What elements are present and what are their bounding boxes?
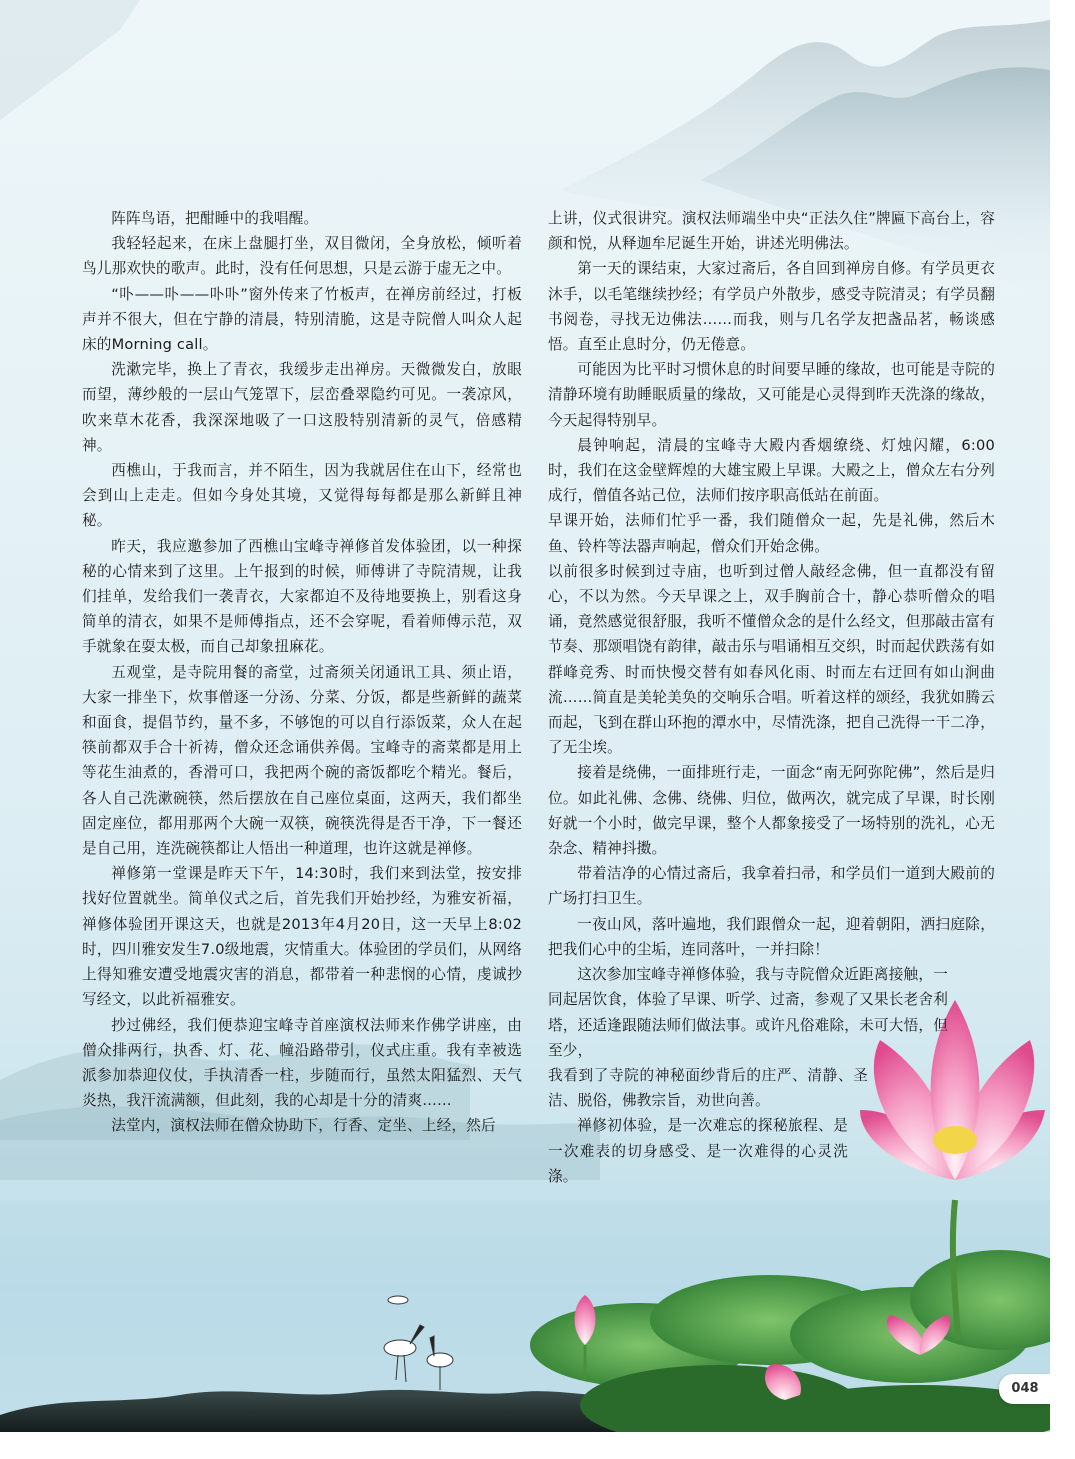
- paragraph: 西樵山，于我而言，并不陌生，因为我就居住在山下，经常也会到山上走走。但如今身处其境，又觉得每每都是那么新鲜且神秘。: [82, 462, 522, 530]
- left-text-column: [82, 206, 522, 1139]
- paragraph: 我看到了寺院的神秘面纱背后的庄严、清静、圣洁、脱俗，佛教宗旨，劝世向善。: [548, 1066, 868, 1110]
- paragraph: 禅修第一堂课是昨天下午，14:30时，我们来到法堂，按安排找好位置就坐。简单仪式之后，首先我们开始抄经，为雅安祈福，禅修体验团开课这天，也就是2013年4月20日，这一天早上8:02时，四川雅安发生7.0级地震，灾情重大。体验团的学员们，从网络上得知雅安遭受地震灾害的消息，都带着一种悲悯的心情，虔诚抄写经文，以此祈福雅安。: [82, 865, 522, 1009]
- paragraph: 上讲，仪式很讲究。演权法师端坐中央“正法久住”牌匾下高台上，容颜和悦，从释迦牟尼诞生开始，讲述光明佛法。: [548, 210, 995, 253]
- paragraph: 以前很多时候到过寺庙，也听到过僧人敲经念佛，但一直都没有留心，不以为然。今天早课之上，双手胸前合十，静心恭听僧众的唱诵，竟然感觉很舒服，我听不懂僧众念的是什么经文，但那敲击富有节奏、那颂唱饶有韵律，敲击乐与唱诵相互交织，时而起伏跌荡有如群峰竞秀、时而快慢交替有如春风化雨、时而左右迂回有如山涧曲流……简直是美轮美奂的交响乐合唱。听着这样的颂经，我犹如腾云而起，飞到在群山环抱的潭水中，尽情洗涤，把自己洗得一干二净，了无尘埃。: [548, 562, 995, 757]
- paragraph: 带着洁净的心情过斋后，我拿着扫帚，和学员们一道到大殿前的广场打扫卫生。: [548, 865, 995, 908]
- paragraph: 五观堂，是寺院用餐的斋堂，过斋须关闭通讯工具、须止语，大家一排坐下，炊事僧逐一分汤、分菜、分饭，都是些新鲜的蔬菜和面食，提倡节约，量不多，不够饱的可以自行添饭菜，众人在起筷前都双手合十祈祷，僧众还念诵供养偈。宝峰寺的斋菜都是用上等花生油煮的，香滑可口，我把两个碗的斋饭都吃个精光。餐后，各人自己洗漱碗筷，然后摆放在自己座位桌面，这两天，我们都坐固定座位，都用那两个大碗一双筷，碗筷洗得是否干净，下一餐还是自己用，连洗碗筷都让人悟出一种道理，也许这就是禅修。: [82, 663, 522, 858]
- paragraph: 洗漱完毕，换上了青衣，我缓步走出禅房。天微微发白，放眼而望，薄纱般的一层山气笼罩下，层峦叠翠隐约可见。一袭凉风，吹来草木花香，我深深地吸了一口这股特别清新的灵气，倍感精神。: [82, 361, 522, 454]
- page-margin-bottom: [0, 1432, 1075, 1459]
- paragraph: 可能因为比平时习惯休息的时间要早睡的缘故，也可能是寺院的清静环境有助睡眠质量的缘故，又可能是心灵得到昨天洗涤的缘故，今天起得特别早。: [548, 361, 995, 429]
- paragraph: 法堂内，演权法师在僧众协助下，行香、定坐、上经，然后: [111, 1117, 496, 1135]
- paragraph: 昨天，我应邀参加了西樵山宝峰寺禅修首发体验团，以一种探秘的心情来到了这里。上午报到的时候，师傅讲了寺院清规，让我们挂单，发给我们一袭青衣，大家都迫不及待地要换上，别看这身简单的清衣，如果不是师傅指点，还不会穿呢，看着师傅示范，双手就象在耍太极，而自己却象扭麻花。: [82, 537, 522, 656]
- page-number: 048: [999, 1374, 1051, 1404]
- paragraph: 禅修初体验，是一次难忘的探秘旅程、是一次难表的切身感受、是一次难得的心灵洗涤。: [548, 1117, 848, 1185]
- right-text-column: [548, 206, 995, 1189]
- paragraph: 这次参加宝峰寺禅修体验，我与寺院僧众近距离接触，一同起居饮食，体验了早课、听学、过斋，参观了又果长老舍利塔，还适逢跟随法师们做法事。或许凡俗难除，未可大悟，但至少，: [548, 966, 948, 1059]
- paragraph: 阵阵鸟语，把酣睡中的我唱醒。: [111, 210, 319, 227]
- paragraph: 早课开始，法师们忙乎一番，我们随僧众一起，先是礼佛，然后木鱼、铃杵等法器声响起，僧众们开始念佛。: [548, 512, 995, 555]
- page-margin-right: [1050, 0, 1075, 1459]
- paragraph: 我轻轻起来，在床上盘腿打坐，双目微闭，全身放松，倾听着鸟儿那欢快的歌声。此时，没有任何思想，只是云游于虚无之中。: [82, 235, 522, 278]
- paragraph: “卟——卟——卟卟”窗外传来了竹板声，在禅房前经过，打板声并不很大，但在宁静的清晨，特别清脆，这是寺院僧人叫众人起床的Morning call。: [82, 285, 522, 354]
- paragraph: 接着是绕佛，一面排班行走，一面念“南无阿弥陀佛”，然后是归位。如此礼佛、念佛、绕佛、归位，做两次，就完成了早课，时长刚好就一个小时，做完早课，整个人都象接受了一场特别的洗礼，心无杂念、精神抖擞。: [548, 764, 995, 858]
- paragraph: 第一天的课结束，大家过斋后，各自回到禅房自修。有学员更衣沐手，以毛笔继续抄经；有学员户外散步，感受寺院清灵；有学员翻书阅卷，寻找无边佛法……而我，则与几名学友把盏品茗，畅谈感悟。直至止息时分，仍无倦意。: [548, 260, 995, 354]
- paragraph: 一夜山风，落叶遍地，我们跟僧众一起，迎着朝阳，洒扫庭除，把我们心中的尘垢，连同落叶，一并扫除！: [548, 915, 995, 958]
- paragraph: 晨钟响起，清晨的宝峰寺大殿内香烟缭绕、灯烛闪耀，6:00时，我们在这金壁辉煌的大雄宝殿上早课。大殿之上，僧众左右分列成行，僧值各站己位，法师们按序职高低站在前面。: [548, 436, 995, 505]
- paragraph: 抄过佛经，我们便恭迎宝峰寺首座演权法师来作佛学讲座，由僧众排两行，执香、灯、花、幢沿路带引，仪式庄重。我有幸被选派参加恭迎仪仗，手执清香一柱，步随而行，虽然太阳猛烈、天气炎热，我汗流满额，但此刻，我的心却是十分的清爽……: [82, 1016, 522, 1110]
